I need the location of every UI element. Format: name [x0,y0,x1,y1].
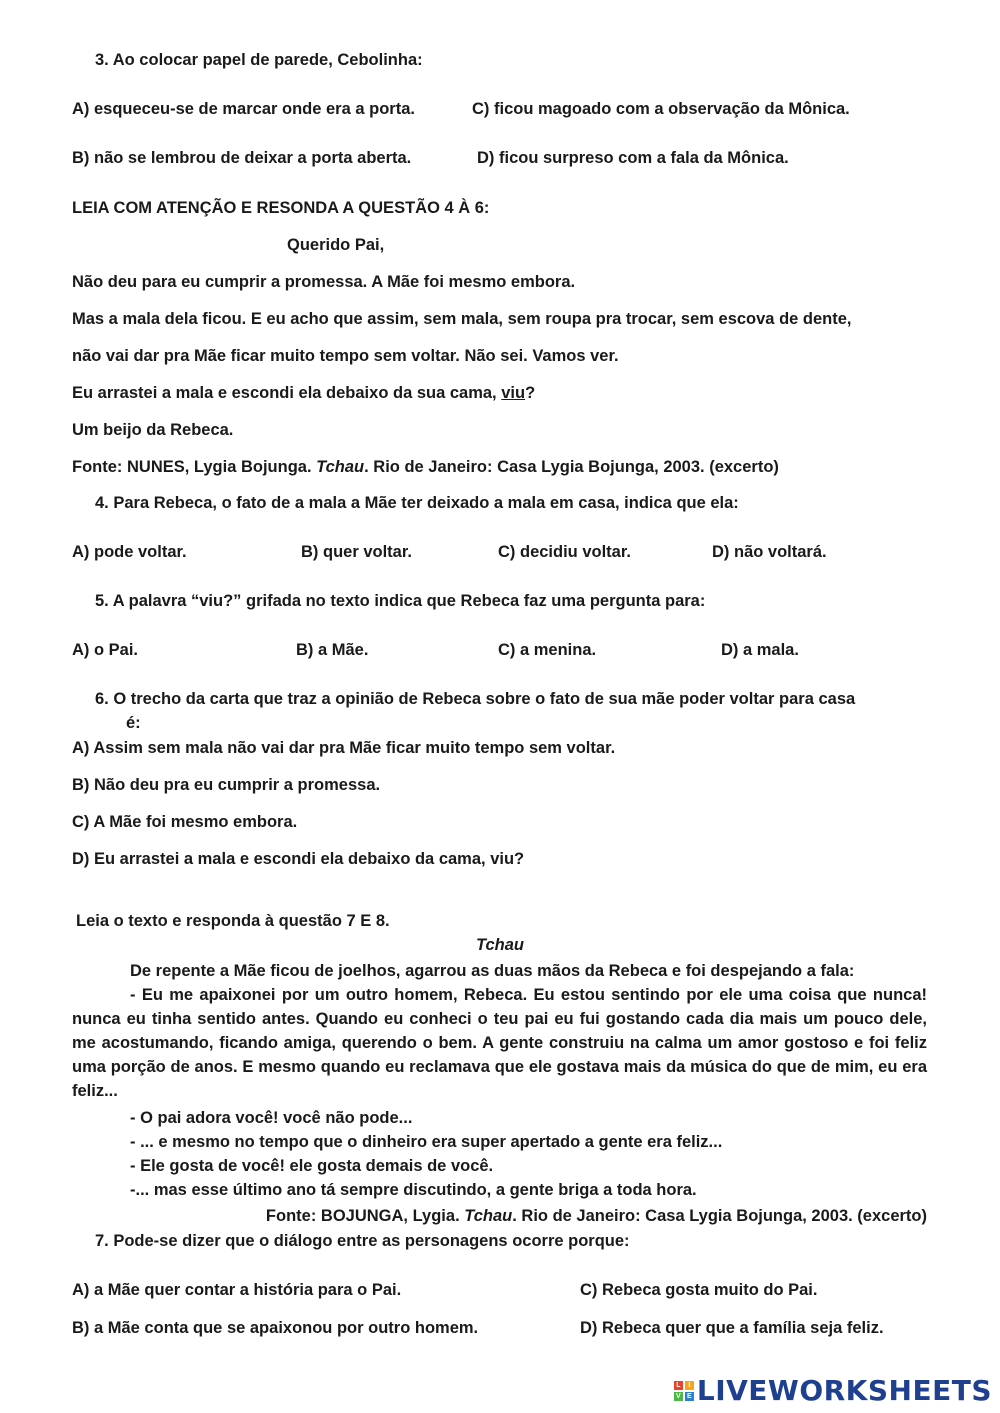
q6-question: 6. O trecho da carta que traz a opinião de Rebeca sobre o fato de sua mãe poder voltar para casa [95,690,856,708]
q6-option-d[interactable]: D) Eu arrastei a mala e escondi ela debaixo da cama, viu? [72,850,525,868]
logo-mark-v: V [674,1392,683,1401]
story-paragraph-2: - Eu me apaixonei por um outro homem, Rebeca. Eu estou sentindo por ele uma coisa que nunca! nunca eu tinha sentido antes. Quando eu conheci o teu pai eu fui gostando cada dia mais um pouco dele, me acostumando, ficando amiga, querendo o bem. A gente construiu na calma um amor gostoso e foi feliz uma porção de anos. E mesmo quando eu reclamava que ele gostava mais da música do que de mim, eu era feliz... [72,986,927,1100]
q7-option-a[interactable]: A) a Mãe quer contar a história para o Pai. [72,1281,402,1299]
story-dialogue-1: - O pai adora você! você não pode... [130,1109,413,1127]
logo-mark-i: I [685,1381,694,1390]
q5-option-b[interactable]: B) a Mãe. [296,641,369,659]
q7-option-b[interactable]: B) a Mãe conta que se apaixonou por outro homem. [72,1319,479,1337]
letter-line-2: Mas a mala dela ficou. E eu acho que assim, sem mala, sem roupa pra trocar, sem escova de dente, [72,310,852,328]
story-dialogue-4: -... mas esse último ano tá sempre discutindo, a gente briga a toda hora. [130,1181,697,1199]
letter-salutation: Querido Pai, [287,236,385,254]
story-source-author: Fonte: BOJUNGA, Lygia. [265,1207,465,1225]
story-dialogue-2: - ... e mesmo no tempo que o dinheiro era super apertado a gente era feliz... [130,1133,723,1151]
story-source [266,1206,927,1226]
q5-option-c[interactable]: C) a menina. [498,641,597,659]
q3-question: 3. Ao colocar papel de parede, Cebolinha: [95,51,423,69]
story-text [72,959,927,1103]
liveworksheets-logo [674,1374,992,1407]
section2-heading: Leia o texto e responda à questão 7 E 8. [76,912,390,930]
letter-source [72,457,779,477]
story-source-publisher: . Rio de Janeiro: Casa Lygia Bojunga, 2003. (excerto) [512,1207,927,1225]
letter-line-3: não vai dar pra Mãe ficar muito tempo sem voltar. Não sei. Vamos ver. [72,347,619,365]
letter-source-title: Tchau [316,458,365,476]
liveworksheets-logo-text: LIVEWORKSHEETS [696,1374,992,1407]
logo-mark-e: E [685,1392,694,1401]
q6-option-b[interactable]: B) Não deu pra eu cumprir a promessa. [72,776,381,794]
letter-line-4-text: Eu arrastei a mala e escondi ela debaixo da sua cama, [72,384,502,402]
q4-option-a[interactable]: A) pode voltar. [72,543,187,561]
letter-source-author: Fonte: NUNES, Lygia Bojunga. [72,458,317,476]
liveworksheets-logo-icon [674,1381,694,1401]
story-source-title: Tchau [464,1207,513,1225]
story-dialogue-3: - Ele gosta de você! ele gosta demais de você. [130,1157,494,1175]
story-paragraph-1: De repente a Mãe ficou de joelhos, agarrou as duas mãos da Rebeca e foi despejando a fala: [130,962,855,980]
q4-option-b[interactable]: B) quer voltar. [301,543,412,561]
q7-option-c[interactable]: C) Rebeca gosta muito do Pai. [580,1281,818,1299]
q6-option-a[interactable]: A) Assim sem mala não vai dar pra Mãe ficar muito tempo sem voltar. [72,739,616,757]
q6-option-c[interactable]: C) A Mãe foi mesmo embora. [72,813,298,831]
letter-line-4-end: ? [525,384,536,402]
q4-option-c[interactable]: C) decidiu voltar. [498,543,631,561]
letter-line-1: Não deu para eu cumprir a promessa. A Mãe foi mesmo embora. [72,273,576,291]
underlined-word: viu [501,384,526,402]
letter-source-publisher: . Rio de Janeiro: Casa Lygia Bojunga, 2003. (excerto) [364,458,779,476]
story-title-text: Tchau [476,936,524,954]
q5-option-a[interactable]: A) o Pai. [72,641,139,659]
story-title [0,935,1000,955]
q4-option-d[interactable]: D) não voltará. [712,543,827,561]
letter-line-4 [72,383,535,403]
q4-question: 4. Para Rebeca, o fato de a mala a Mãe ter deixado a mala em casa, indica que ela: [95,494,739,512]
logo-mark-l: L [674,1381,683,1390]
q5-question: 5. A palavra “viu?” grifada no texto indica que Rebeca faz uma pergunta para: [95,592,706,610]
q5-option-d[interactable]: D) a mala. [721,641,799,659]
q3-option-d[interactable]: D) ficou surpreso com a fala da Mônica. [477,149,789,167]
q7-option-d[interactable]: D) Rebeca quer que a família seja feliz. [580,1319,884,1337]
q3-option-c[interactable]: C) ficou magoado com a observação da Mônica. [472,100,850,118]
q7-question: 7. Pode-se dizer que o diálogo entre as personagens ocorre porque: [95,1232,630,1250]
q3-option-a[interactable]: A) esqueceu-se de marcar onde era a porta. [72,100,415,118]
section1-heading: LEIA COM ATENÇÃO E RESONDA A QUESTÃO 4 À 6: [72,199,490,217]
q3-option-b[interactable]: B) não se lembrou de deixar a porta aberta. [72,149,412,167]
q6-question-cont: é: [126,714,141,732]
letter-signoff: Um beijo da Rebeca. [72,421,234,439]
